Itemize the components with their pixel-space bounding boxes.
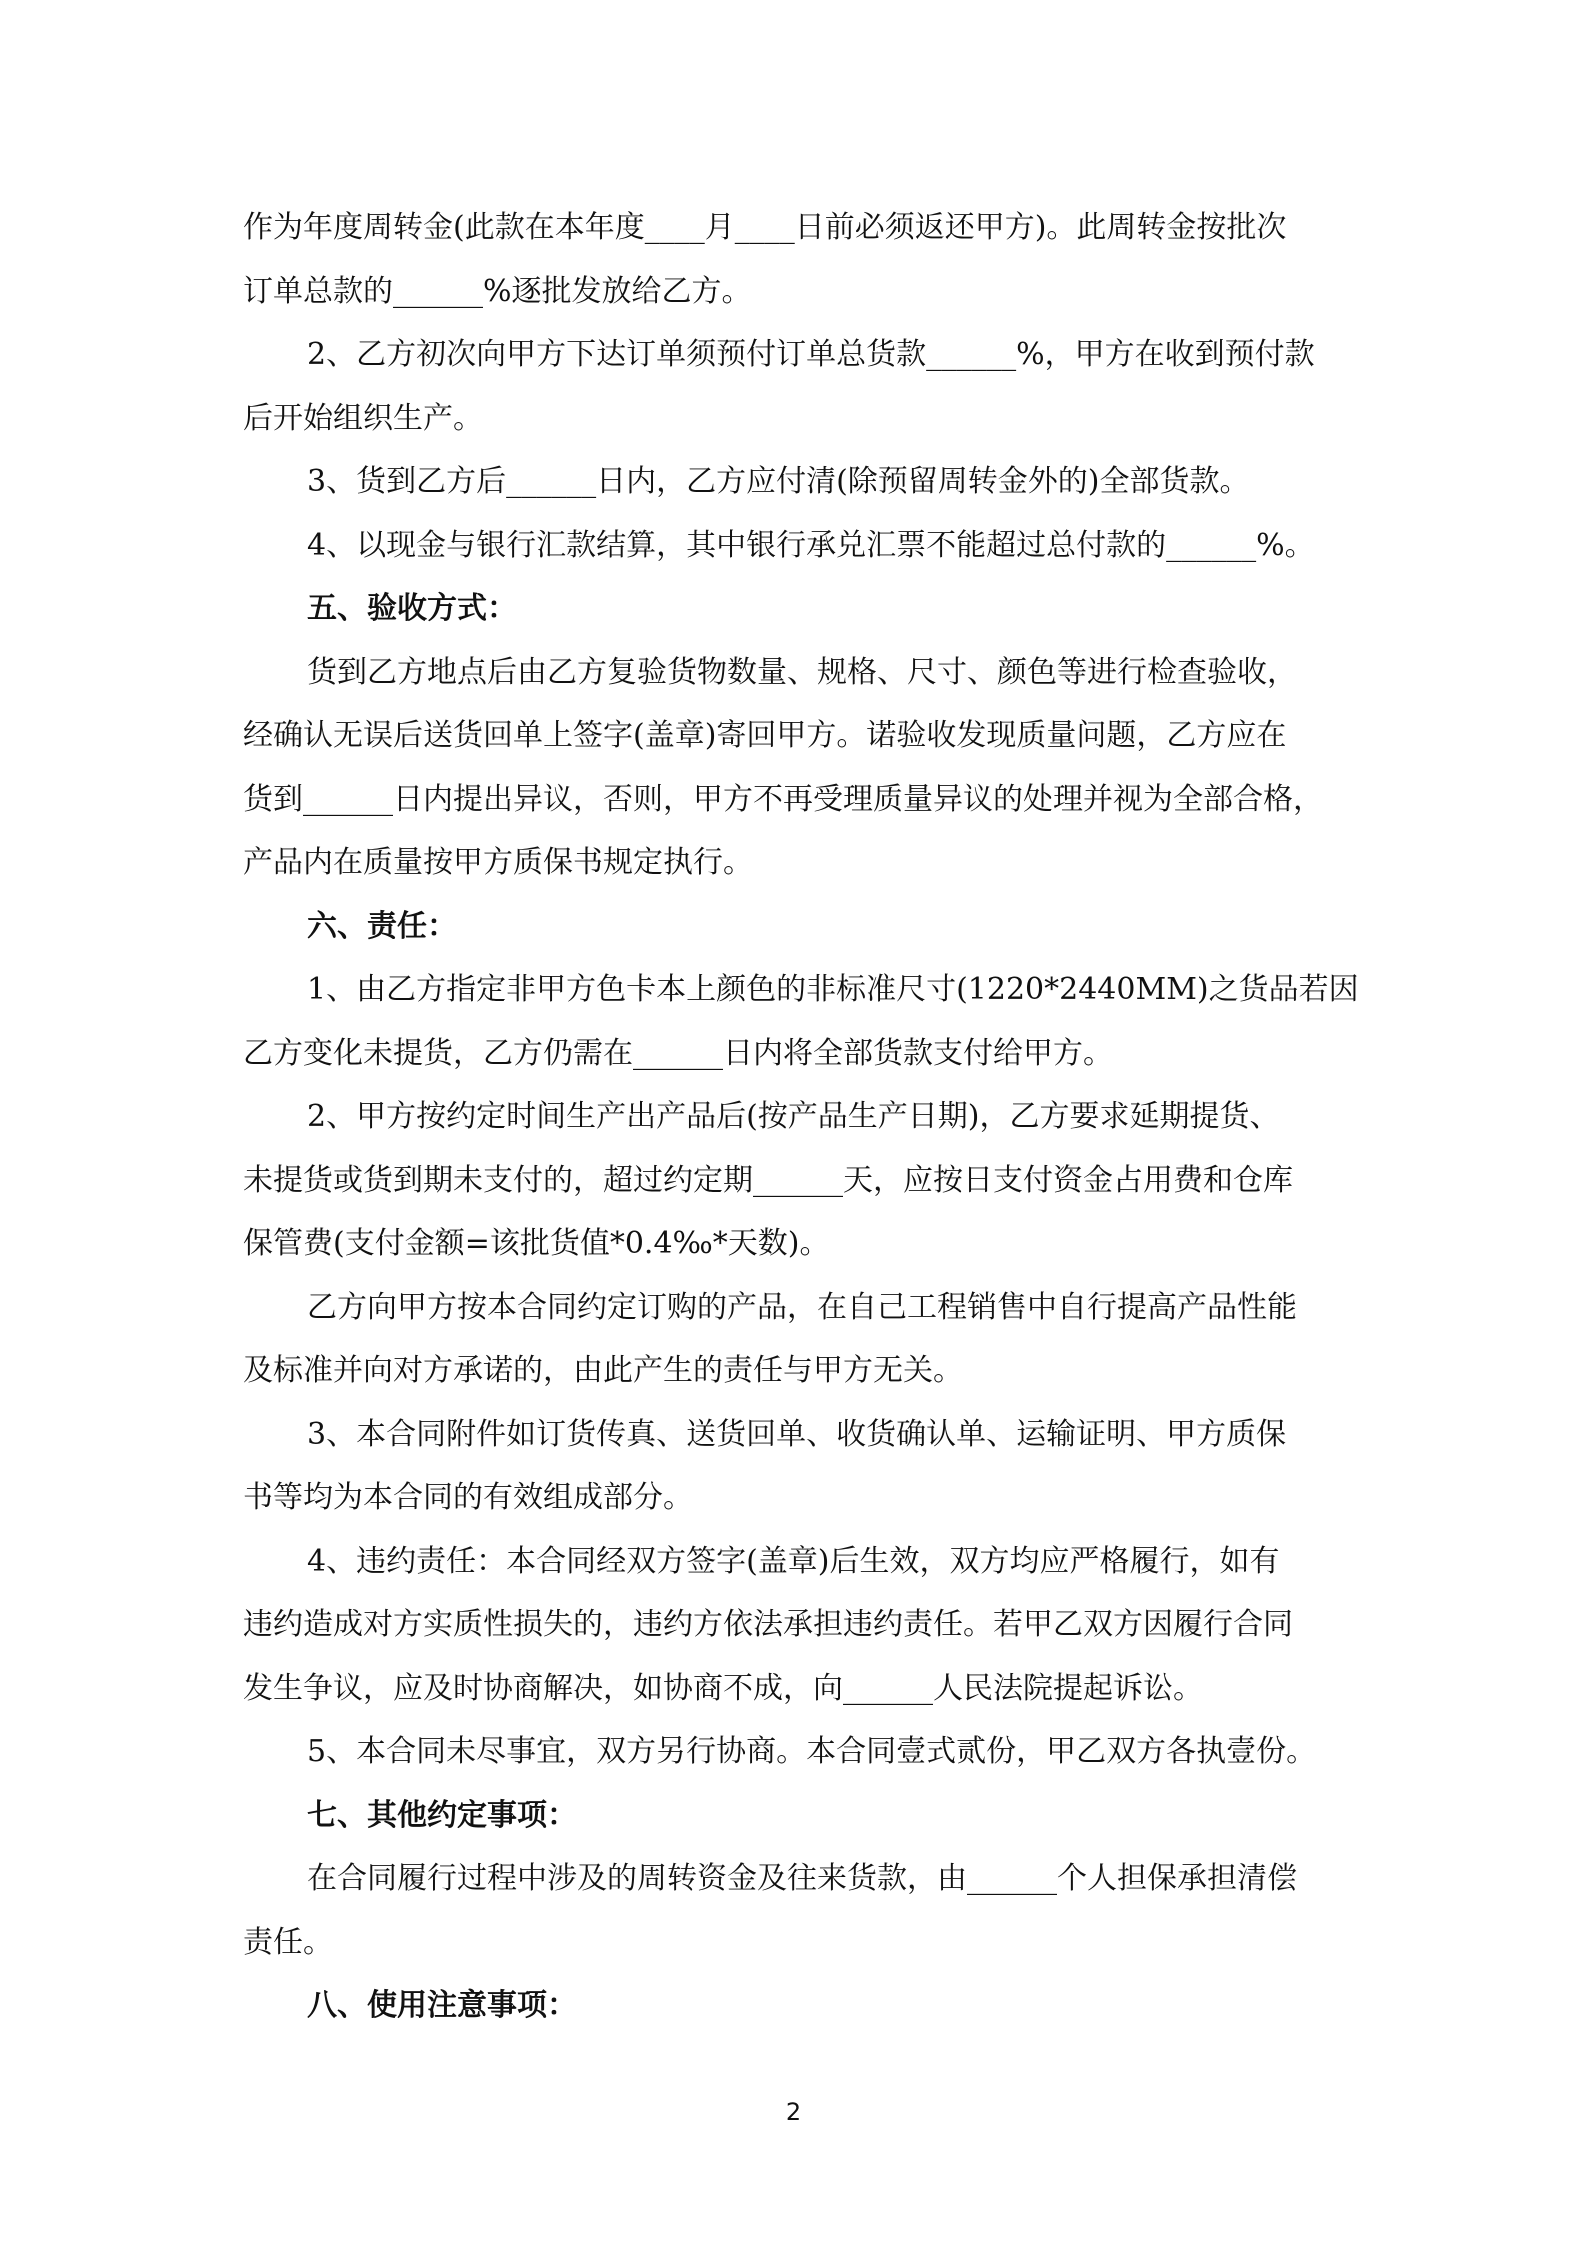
- text-line: 货到乙方地点后由乙方复验货物数量、规格、尺寸、颜色等进行检查验收，: [307, 654, 1297, 690]
- text-line: 未提货或货到期未支付的，超过约定期______天，应按日支付资金占用费和仓库: [243, 1162, 1293, 1198]
- text-line: 4、违约责任：本合同经双方签字(盖章)后生效，双方均应严格履行，如有: [307, 1543, 1280, 1579]
- document-body: [243, 196, 1358, 2038]
- text-line: 订单总款的______%逐批发放给乙方。: [243, 273, 752, 309]
- page-number: 2: [785, 2098, 802, 2126]
- text-line: 保管费(支付金额=该批货值*0.4‰*天数)。: [243, 1226, 830, 1261]
- text-line: 货到______日内提出异议，否则，甲方不再受理质量异议的处理并视为全部合格，: [243, 781, 1323, 817]
- text-line: 2、甲方按约定时间生产出产品后(按产品生产日期)，乙方要求延期提货、: [307, 1099, 1280, 1134]
- text-line: 乙方变化未提货，乙方仍需在______日内将全部货款支付给甲方。: [243, 1035, 1113, 1071]
- text-line: 后开始组织生产。: [243, 400, 483, 436]
- text-line: 4、以现金与银行汇款结算，其中银行承兑汇票不能超过总付款的______%。: [307, 527, 1315, 563]
- text-line: 3、本合同附件如订货传真、送货回单、收货确认单、运输证明、甲方质保: [307, 1416, 1287, 1452]
- text-line: 及标准并向对方承诺的，由此产生的责任与甲方无关。: [243, 1353, 963, 1388]
- text-line: 书等均为本合同的有效组成部分。: [243, 1480, 693, 1515]
- section-heading: 八、使用注意事项：: [307, 1988, 577, 2023]
- section-heading: 五、验收方式：: [307, 591, 517, 626]
- text-line: 在合同履行过程中涉及的周转资金及往来货款，由______个人担保承担清偿: [307, 1861, 1297, 1896]
- text-line: 作为年度周转金(此款在本年度____月____日前必须返还甲方)。此周转金按批次: [243, 210, 1287, 245]
- text-line: 经确认无误后送货回单上签字(盖章)寄回甲方。诺验收发现质量问题，乙方应在: [243, 718, 1287, 753]
- text-line: 乙方向甲方按本合同约定订购的产品，在自己工程销售中自行提高产品性能: [307, 1289, 1297, 1325]
- text-line: 产品内在质量按甲方质保书规定执行。: [243, 845, 753, 880]
- section-heading: 七、其他约定事项：: [307, 1797, 577, 1833]
- text-line: 责任。: [243, 1924, 333, 1960]
- text-line: 2、乙方初次向甲方下达订单须预付订单总货款______%，甲方在收到预付款: [307, 337, 1315, 372]
- section-heading: 六、责任：: [307, 908, 457, 944]
- text-line: 违约造成对方实质性损失的，违约方依法承担违约责任。若甲乙双方因履行合同: [243, 1607, 1293, 1642]
- text-line: 3、货到乙方后______日内，乙方应付清(除预留周转金外的)全部货款。: [307, 464, 1250, 499]
- text-line: 1、由乙方指定非甲方色卡本上颜色的非标准尺寸(1220*2440MM)之货品若因: [307, 972, 1359, 1007]
- text-line: 5、本合同未尽事宜，双方另行协商。本合同壹式贰份，甲乙双方各执壹份。: [307, 1734, 1317, 1769]
- text-line: 发生争议，应及时协商解决，如协商不成，向______人民法院提起诉讼。: [243, 1670, 1203, 1706]
